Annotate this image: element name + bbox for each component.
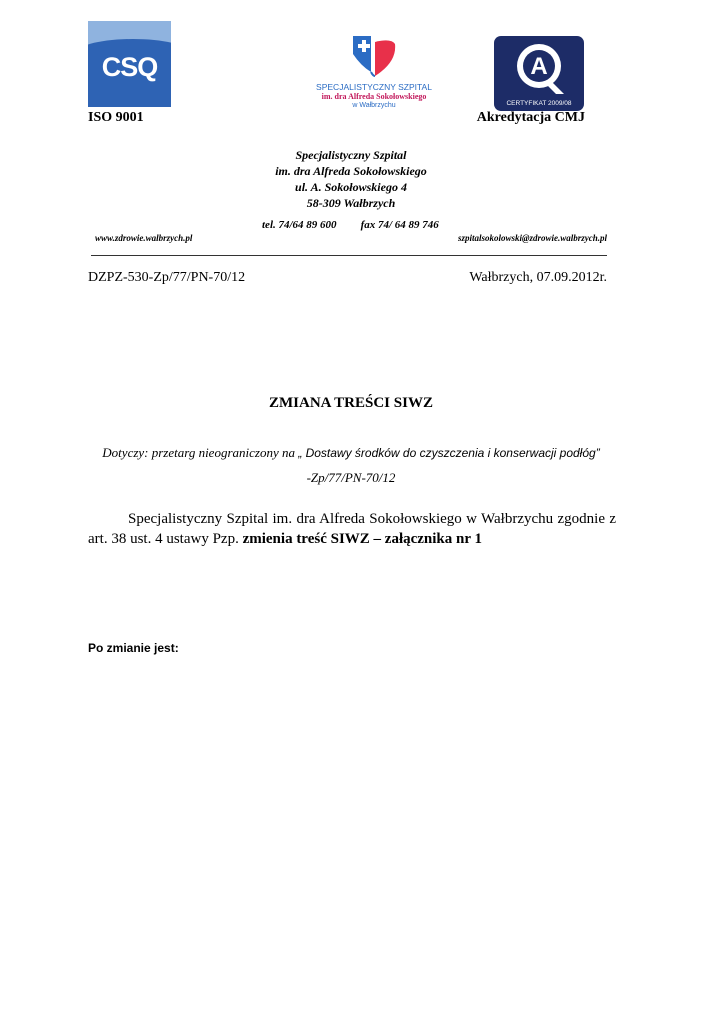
hospital-logo-line1: SPECJALISTYCZNY SZPITAL bbox=[316, 82, 432, 92]
body-paragraph bbox=[88, 509, 616, 549]
phone-number: tel. 74/64 89 600 bbox=[262, 219, 337, 231]
header-divider bbox=[91, 255, 607, 256]
document-title: ZMIANA TREŚCI SIWZ bbox=[269, 395, 433, 411]
address-line1: Specjalistyczny Szpital bbox=[295, 148, 407, 162]
csq-logo bbox=[88, 21, 171, 107]
address-line3: ul. A. Sokołowskiego 4 bbox=[295, 180, 407, 194]
subject-line bbox=[0, 445, 702, 461]
place-date: Wałbrzych, 07.09.2012r. bbox=[469, 270, 607, 285]
reference-number: DZPZ-530-Zp/77/PN-70/12 bbox=[88, 270, 246, 285]
cmj-logo-letter: A bbox=[530, 53, 548, 80]
subject-quoted: „ Dostawy środków do czyszczenia i konserwacji podłóg” bbox=[298, 446, 600, 460]
address-line4: 58-309 Wałbrzych bbox=[306, 196, 396, 210]
hospital-logo-line3: w Wałbrzychu bbox=[352, 102, 396, 109]
csq-logo-text: CSQ bbox=[101, 52, 158, 82]
email-link[interactable]: szpitalsokolowski@zdrowie.walbrzych.pl bbox=[457, 233, 607, 243]
hospital-logo bbox=[312, 32, 436, 112]
cmj-certificate: CERTYFIKAT 2009/08 bbox=[506, 100, 572, 107]
contact-line bbox=[262, 219, 439, 231]
after-change-label: Po zmianie jest: bbox=[88, 641, 179, 655]
cmj-label: Akredytacja CMJ bbox=[476, 110, 585, 125]
website-link[interactable]: www.zdrowie.walbrzych.pl bbox=[95, 233, 193, 243]
subject-prefix: Dotyczy: przetarg nieograniczony na bbox=[102, 445, 295, 460]
subject-reference: -Zp/77/PN-70/12 bbox=[306, 470, 396, 485]
address-line2: im. dra Alfreda Sokołowskiego bbox=[275, 164, 427, 178]
fax-number: fax 74/ 64 89 746 bbox=[360, 219, 439, 231]
hospital-emblem-icon bbox=[351, 32, 397, 80]
hospital-logo-line2: im. dra Alfreda Sokołowskiego bbox=[321, 92, 427, 101]
body-bold-text: zmienia treść SIWZ – załącznika nr 1 bbox=[242, 531, 483, 547]
accreditation-q-icon bbox=[494, 36, 584, 100]
body-text: Specjalistyczny Szpital im. dra Alfreda Sokołowskiego w Wałbrzychu zgodnie z art. 38 ust. 4 ustawy Pzp. bbox=[88, 511, 616, 547]
iso-label: ISO 9001 bbox=[88, 110, 144, 125]
cmj-logo bbox=[494, 36, 584, 111]
